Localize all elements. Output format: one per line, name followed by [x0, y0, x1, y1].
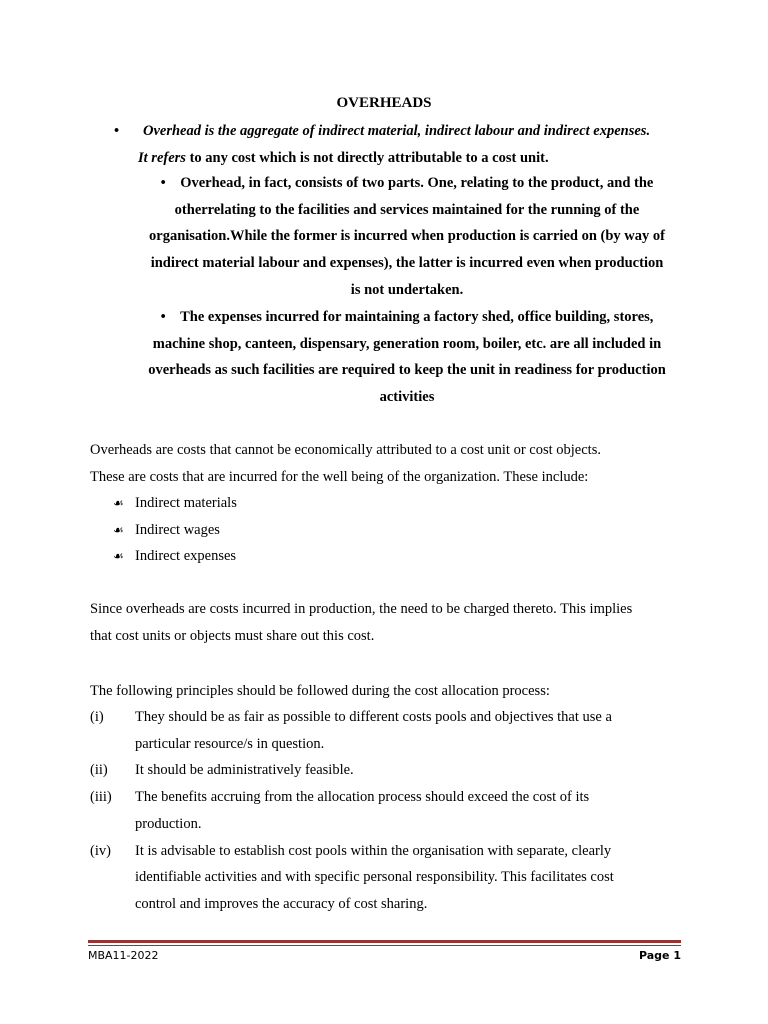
- page-title: OVERHEADS: [336, 95, 432, 111]
- paragraph-line: These are costs that are incurred for the well being of the organization. These include:: [90, 468, 589, 485]
- footer-rule-thin: [88, 945, 681, 946]
- list-item: ☙ Indirect materials: [113, 490, 237, 517]
- bullet-line: Overhead is the aggregate of indirect material, indirect labour and indirect expenses.: [143, 123, 651, 139]
- principles-list: [90, 704, 690, 918]
- bullet-dot: •: [160, 175, 166, 191]
- paragraph-line: Since overheads are costs incurred in production, the need to be charged thereto. This implies: [90, 601, 633, 617]
- bullet-overhead-definition: [114, 118, 674, 171]
- floral-bullet-icon: ☙: [113, 522, 124, 537]
- footer-rule-thick: [88, 940, 681, 943]
- includes-list: [113, 490, 237, 570]
- paragraph-line: Overheads are costs that cannot be economically attributed to a cost unit or cost objects.: [90, 442, 601, 458]
- bullet-line: The expenses incurred for maintaining a factory shed, office building, stores,: [180, 309, 654, 325]
- paragraph-charging: [90, 596, 690, 649]
- page-footer: [88, 948, 681, 964]
- list-item: (i) They should be as fair as possible to different costs pools and objectives that use a particular resource/s in question.: [90, 704, 690, 757]
- list-item: ☙ Indirect wages: [113, 517, 237, 544]
- floral-bullet-icon: ☙: [113, 549, 124, 564]
- bullet-line: overheads as such facilities are required to keep the unit in readiness for production: [148, 362, 666, 379]
- item-number: (ii): [90, 762, 108, 779]
- bullet-line: to any cost which is not directly attributable to a cost unit.: [185, 149, 549, 166]
- bullet-line: Overhead, in fact, consists of two parts. One, relating to the product, and the: [180, 175, 654, 191]
- list-item: (iii) The benefits accruing from the allocation process should exceed the cost of its production.: [90, 784, 690, 837]
- list-item: (iv) It is advisable to establish cost pools within the organisation with separate, clearly identifiable activities and with specific personal responsibility. This facilitates cost control and improves the accuracy of cost sharing.: [90, 838, 690, 918]
- bullet-line: indirect material labour and expenses), the latter is incurred even when production: [150, 255, 664, 272]
- bullet-line: machine shop, canteen, dispensary, generation room, boiler, etc. are all included in: [152, 335, 662, 352]
- bullet-two-parts: [120, 170, 694, 304]
- footer-page-number: Page 1: [638, 949, 681, 962]
- bullet-dot: •: [114, 123, 120, 139]
- list-item: (ii) It should be administratively feasible.: [90, 757, 690, 784]
- list-item: ☙ Indirect expenses: [113, 543, 237, 570]
- bullet-line-italic: It refers: [138, 149, 186, 166]
- item-number: (i): [90, 709, 104, 725]
- item-number: (iv): [90, 842, 111, 859]
- bullet-line: activities: [379, 389, 435, 406]
- bullet-dot: •: [160, 309, 166, 325]
- paragraph-principles-intro: The following principles should be followed during the cost allocation process:: [90, 683, 550, 699]
- paragraph-line: that cost units or objects must share out this cost.: [90, 627, 375, 644]
- bullet-line: is not undertaken.: [350, 281, 464, 298]
- bullet-line: otherrelating to the facilities and services maintained for the running of the: [174, 201, 640, 218]
- item-number: (iii): [90, 789, 112, 806]
- bullet-expenses: [120, 304, 694, 411]
- footer-course-code: MBA11-2022: [88, 949, 159, 962]
- paragraph-overheads-costs: [90, 437, 690, 490]
- floral-bullet-icon: ☙: [113, 496, 124, 510]
- bullet-line: organisation.While the former is incurred when production is carried on (by way of: [149, 228, 665, 245]
